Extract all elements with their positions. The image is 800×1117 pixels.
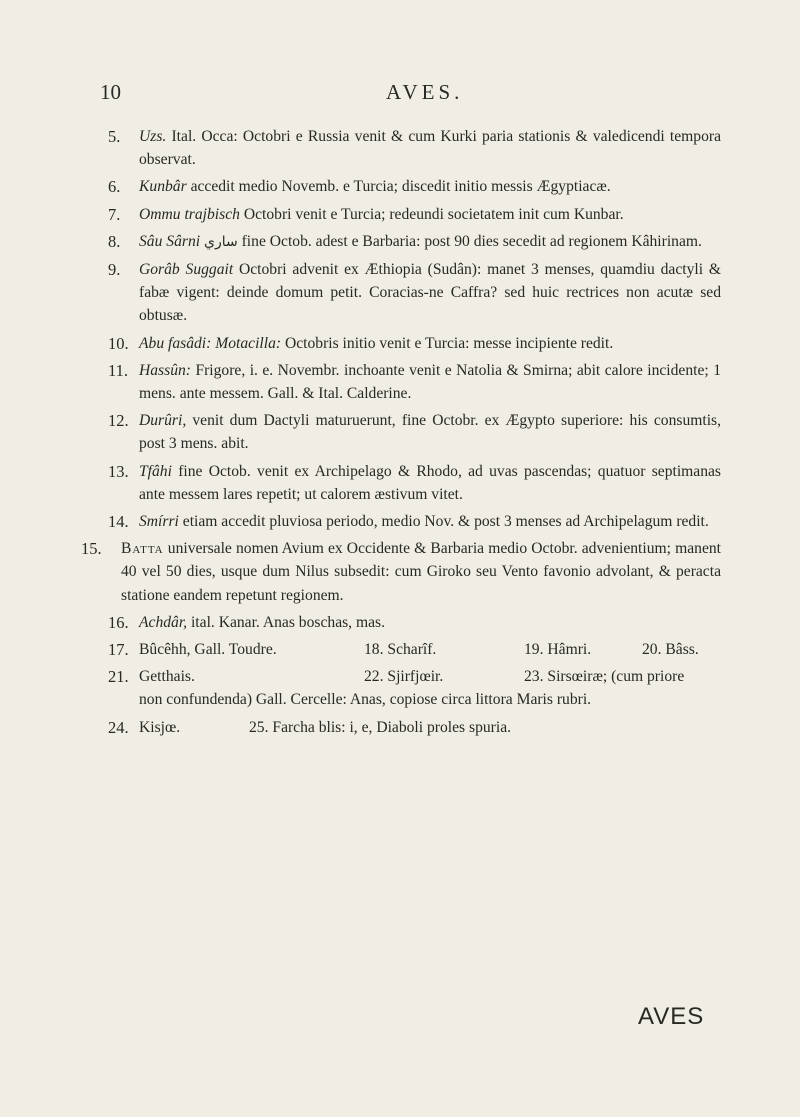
entry-21-23 xyxy=(101,665,721,711)
bird-name: 20. Bâss. xyxy=(642,641,699,659)
entry-15 xyxy=(81,537,721,607)
bird-name: 25. Farcha blis: i, e, Diaboli proles spuria. xyxy=(249,718,512,736)
entry-text: Ital. Occa: Octobri e Russia venit & cum Kurki paria stationis & valedicendi tempora observat. xyxy=(139,128,721,169)
entry-number: 13. xyxy=(108,461,129,481)
bird-name: Tfâhi xyxy=(139,462,172,480)
bird-name: Gorâb Suggait xyxy=(139,261,234,279)
bird-name: Batta xyxy=(121,540,164,558)
entry-number: 12. xyxy=(108,411,129,431)
entry-number: 5. xyxy=(108,127,121,146)
entry-10 xyxy=(101,332,721,355)
entry-number: 11. xyxy=(108,360,129,380)
entry-text: accedit medio Novemb. e Turcia; discedit initio messis Ægyptiacæ. xyxy=(186,178,611,196)
bird-name: Achdâr, xyxy=(139,613,188,631)
entry-text: Frigore, i. e. Novembr. inchoante venit e Natolia & Smirna; abit calore incidente; 1 mens. ante messem. Gall. & Ital. Calderine. xyxy=(139,361,721,403)
entry-text: non confundenda) Gall. Cercelle: Anas, copiose circa littora Maris rubri. xyxy=(139,691,592,709)
entry-number: 10. xyxy=(108,333,129,353)
bird-name: Hassûn: xyxy=(139,361,191,379)
entry-6 xyxy=(101,175,721,198)
bird-name: 22. Sjirfjœir. xyxy=(364,668,444,686)
page-header xyxy=(100,80,720,110)
running-title: AVES. xyxy=(386,80,464,104)
entry-text: Octobri venit e Turcia; redeundi societatem init cum Kunbar. xyxy=(239,205,624,223)
entry-11 xyxy=(101,359,721,405)
entry-number: 24. xyxy=(108,717,129,737)
bird-name: Durûri, xyxy=(139,412,187,430)
bird-name: Bûcêhh, Gall. Toudre. xyxy=(139,641,277,659)
entry-text: etiam accedit pluviosa periodo, medio Nov. & post 3 menses ad Archipelagum redit. xyxy=(178,513,709,531)
bird-name: 18. Scharîf. xyxy=(364,641,437,659)
entry-text: fine Octob. venit ex Archipelago & Rhodo, ad uvas pascendas; quatuor septimanas ante messem lares repetit; ut calorem æstivum vitet. xyxy=(139,462,721,503)
entry-text: fine Octob. adest e Barbaria: post 90 dies secedit ad regionem Kâhirinam. xyxy=(237,232,702,250)
bird-name: Abu fasâdi: Motacilla: xyxy=(139,334,282,352)
entry-text: Octobris initio venit e Turcia: messe incipiente redit. xyxy=(281,334,614,352)
catchword: AVES xyxy=(638,1003,705,1030)
entry-14 xyxy=(101,510,721,533)
entry-13 xyxy=(101,460,721,506)
entry-5 xyxy=(101,125,721,171)
bird-name: Uzs. xyxy=(139,128,167,145)
bird-name: 19. Hâmri. xyxy=(524,641,592,659)
bird-name: Ommu trajbisch xyxy=(139,205,240,223)
entry-number: 6. xyxy=(108,177,121,197)
bird-name: Smírri xyxy=(139,513,179,531)
entry-text: Octobri advenit ex Æthiopia (Sudân): manet 3 menses, quamdiu dactyli & fabæ vigent: deinde domum petit. Coracias-ne Caffra? sed huic rectrices non acutæ sed obtusæ. xyxy=(139,261,721,325)
entry-text: ital. Kanar. Anas boschas, mas. xyxy=(187,613,385,631)
entry-number: 17. xyxy=(108,640,129,660)
bird-name: Getthais. xyxy=(139,668,195,686)
entry-number: 9. xyxy=(108,260,121,280)
bird-name: 23. Sirsœiræ; (cum priore xyxy=(524,668,685,686)
entry-17-20 xyxy=(101,638,721,661)
entry-text: venit dum Dactyli maturuerunt, fine Octobr. ex Ægypto superiore: his consumtis, post 3 mens. abit. xyxy=(139,412,721,453)
entry-number: 7. xyxy=(108,204,121,224)
bird-name: Kunbâr xyxy=(139,178,187,196)
entry-24-25 xyxy=(101,716,721,739)
entry-16 xyxy=(101,611,721,634)
page-number: 10 xyxy=(100,80,121,104)
bird-name: Kisjœ. xyxy=(139,718,181,736)
entry-number: 14. xyxy=(108,512,129,532)
entry-number: 21. xyxy=(108,667,129,687)
entry-number: 8. xyxy=(108,231,121,251)
entry-8 xyxy=(101,230,721,254)
entry-number: 16. xyxy=(108,612,129,632)
entry-9 xyxy=(101,258,721,328)
arabic-word: ساري xyxy=(204,233,238,250)
entry-list xyxy=(81,125,721,743)
entry-12 xyxy=(101,409,721,455)
entry-7 xyxy=(101,203,721,226)
bird-name: Sâu Sârni xyxy=(139,232,201,250)
entry-number: 15. xyxy=(81,539,102,559)
entry-text: universale nomen Avium ex Occidente & Barbaria medio Octobr. advenientium; manent 40 vel 50 dies, usque dum Nilus subsedit: cum Giroko seu Vento favonio advolant, & peracta statione eandem repetunt regionem. xyxy=(121,540,721,604)
